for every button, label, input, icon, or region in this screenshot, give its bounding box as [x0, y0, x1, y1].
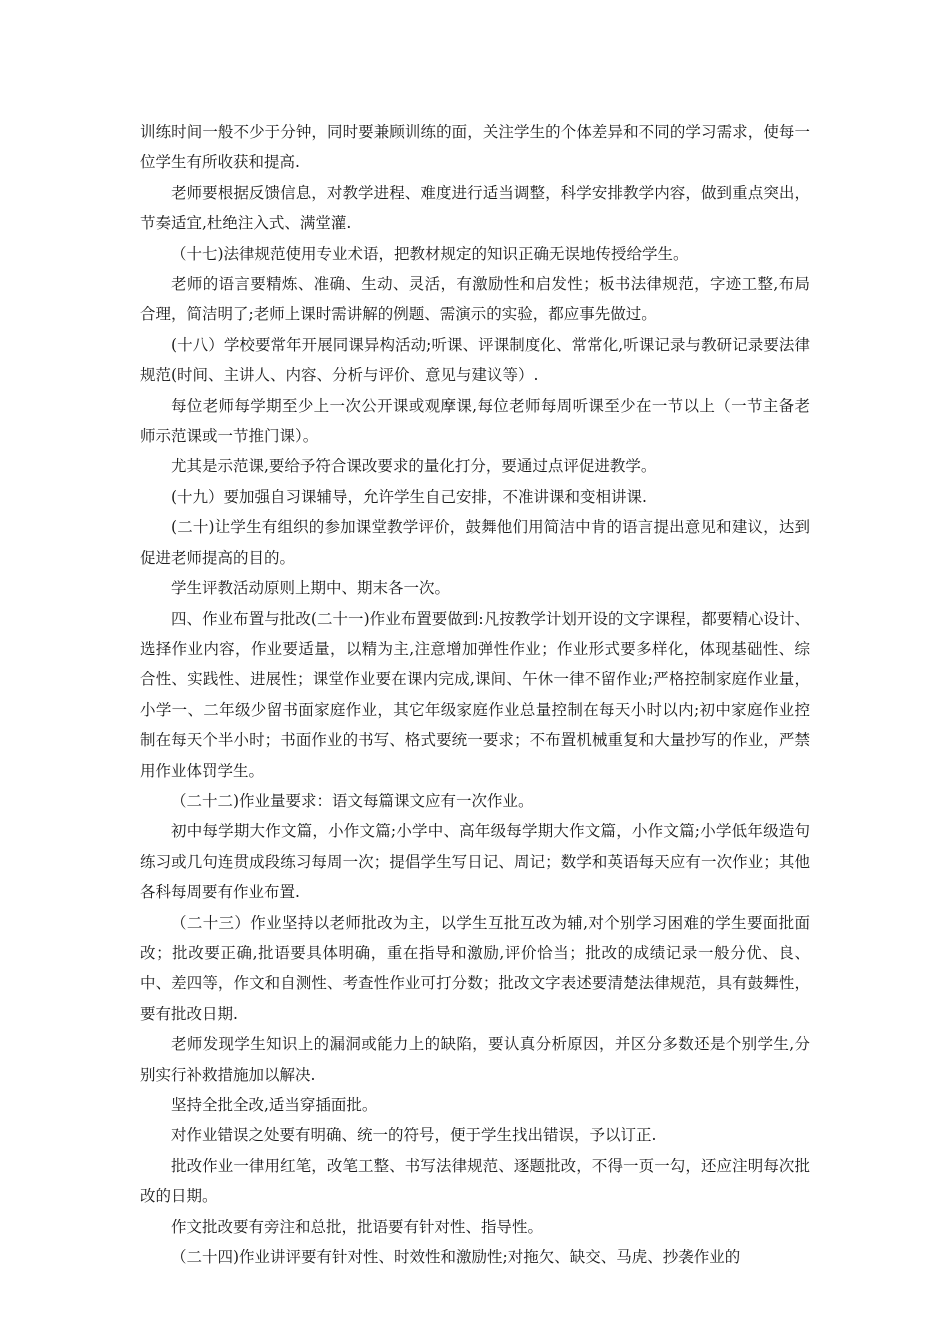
body-paragraph: 训练时间一般不少于分钟，同时要兼顾训练的面，关注学生的个体差异和不同的学习需求，使每一位学生有所收获和提高.: [140, 123, 810, 172]
body-paragraph: 作文批改要有旁注和总批，批语要有针对性、指导性。: [171, 1217, 544, 1236]
body-paragraph: (十八）学校要常年开展同课异构活动;听课、评课制度化、常常化,听课记录与教研记录要法律规范(时间、主讲人、内容、分析与评价、意见与建议等）.: [140, 335, 810, 385]
document-body: [140, 117, 810, 1272]
body-paragraph: 对作业错误之处要有明确、统一的符号，便于学生找出错误，予以订正.: [171, 1126, 657, 1145]
body-paragraph: 批改作业一律用红笔，改笔工整、书写法律规范、逐题批改，不得一页一勾，还应注明每次批改的日期。: [140, 1156, 810, 1206]
body-paragraph: （二十二)作业量要求：语文每篇课文应有一次作业。: [171, 791, 534, 810]
body-paragraph: 每位老师每学期至少上一次公开课或观摩课,每位老师每周听课至少在一节以上（一节主备老师示范课或一节推门课）。: [140, 396, 810, 446]
body-paragraph: 老师发现学生知识上的漏洞或能力上的缺陷，要认真分析原因，并区分多数还是个别学生,分别实行补救措施加以解决.: [140, 1035, 810, 1084]
body-paragraph: 初中每学期大作文篇，小作文篇;小学中、高年级每学期大作文篇，小作文篇;小学低年级造句练习或几句连贯成段练习每周一次；提倡学生写日记、周记；数学和英语每天应有一次作业；其他各科每周要有作业布置.: [140, 822, 810, 902]
body-paragraph: 老师的语言要精炼、准确、生动、灵活，有激励性和启发性；板书法律规范，字迹工整,布局合理，简洁明了;老师上课时需讲解的例题、需演示的实验，都应事先做过。: [140, 275, 810, 324]
body-paragraph: (十九）要加强自习课辅导，允许学生自己安排，不准讲课和变相讲课.: [171, 487, 647, 506]
body-paragraph: （二十四)作业讲评要有针对性、时效性和激励性;对拖欠、缺交、马虎、抄袭作业的: [171, 1248, 741, 1267]
body-paragraph: 老师要根据反馈信息，对教学进程、难度进行适当调整，科学安排教学内容，做到重点突出，节奏适宜,杜绝注入式、满堂灌.: [140, 183, 810, 233]
body-paragraph: （十七)法律规范使用专业术语，把教材规定的知识正确无误地传授给学生。: [171, 244, 689, 263]
body-paragraph: 尤其是示范课,要给予符合课改要求的量化打分，要通过点评促进教学。: [171, 457, 657, 476]
body-paragraph: 学生评教活动原则上期中、期末各一次。: [171, 579, 451, 598]
body-paragraph: 坚持全批全改,适当穿插面批。: [171, 1096, 378, 1114]
body-paragraph: 四、作业布置与批改(二十一)作业布置要做到:凡按教学计划开设的文字课程，都要精心设计、选择作业内容，作业要适量，以精为主,注意增加弹性作业；作业形式要多样化，体现基础性、综合性、实践性、进展性；课堂作业要在课内完成,课间、午休一律不留作业;严格控制家庭作业量，小学一、二年级少留书面家庭作业，其它年级家庭作业总量控制在每天小时以内;初中家庭作业控制在每天个半小时；书面作业的书写、格式要统一要求；不布置机械重复和大量抄写的作业，严禁用作业体罚学生。: [140, 609, 810, 780]
body-paragraph: （二十三）作业坚持以老师批改为主，以学生互批互改为辅,对个别学习困难的学生要面批面改；批改要正确,批语要具体明确，重在指导和激励,评价恰当；批改的成绩记录一般分优、良、中、差四等，作文和自测性、考查性作业可打分数；批改文字表述要清楚法律规范，具有鼓舞性，要有批改日期.: [140, 913, 810, 1023]
body-paragraph: (二十)让学生有组织的参加课堂教学评价，鼓舞他们用简洁中肯的语言提出意见和建议，达到促进老师提高的目的。: [140, 518, 810, 567]
